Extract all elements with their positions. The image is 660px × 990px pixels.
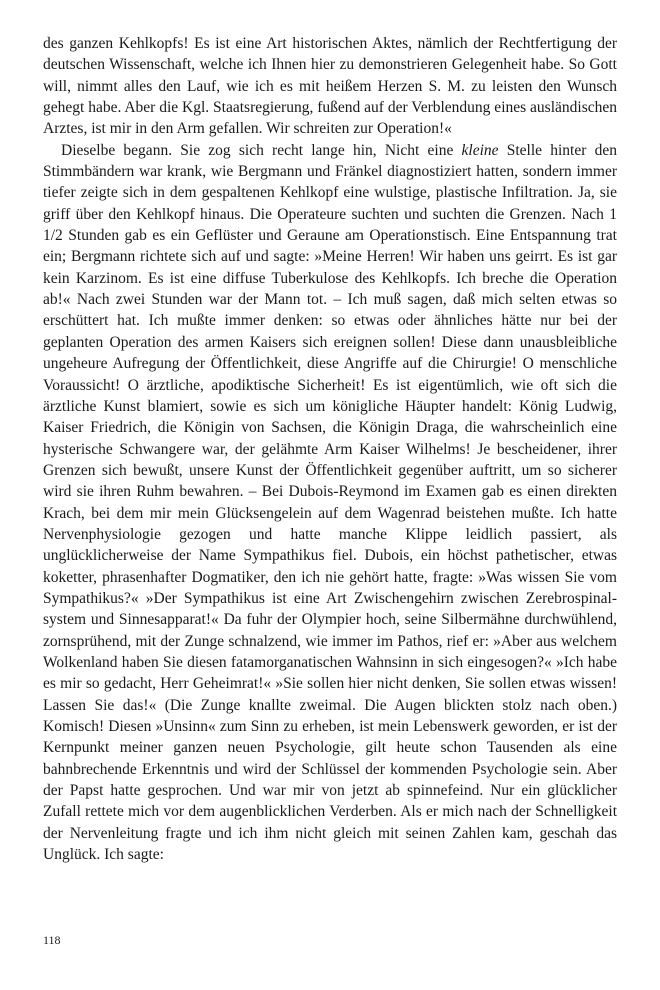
text-segment: des ganzen Kehlkopfs! Es ist eine Art historischen Aktes, nämlich der Rechtfertigung der deutschen Wissenschaft, welche ich Ihnen hier zu demonstrieren Gelegenheit habe. So Gott will, nimmt alles den Lauf, wie ich es mit heißem Herzen S. M. zu leisten den Wunsch gehegt habe. Aber die Kgl. Staatsregierung, fußend auf der Verblendung eines ausländischen Arztes, ist mir in den Arm gefallen. Wir schreiten zur Operation!« <box>43 35 617 138</box>
text-segment: Stelle hinter den Stimmbändern war krank, wie Bergmann und Fränkel diagnostiziert hatten, sondern immer tiefer zeigte sich in dem gespaltenen Kehlkopf eine wulstige, plastische Infiltration. Ja, sie griff über den Kehlkopf hinaus. Die Operateure suchten und suchten die Grenzen. Nach 1 1/2 Stunden gab es ein Geflüster und Geraune am Operationstisch. Eine Entspannung trat ein; Bergmann richtete sich auf und sagte: »Meine Herren! Wir haben uns geirrt. Es ist gar kein Karzinom. Es ist eine diffuse Tuberkulose des Kehlkopfs. Ich breche die Operation ab!« Nach zwei Stunden war der Mann tot. – Ich muß sagen, daß mich selten etwas so erschüttert hat. Ich mußte immer denken: so etwas oder ähnliches hätte nur bei der geplanten Operation des armen Kaisers sich ereignen sollen! Diese dann unausbleibliche ungeheure Aufregung der Öffentlichkeit, diese Angriffe auf die Chirurgie! O menschliche Voraussicht! O ärztliche, apodiktische Sicherheit! Es ist eigentümlich, wie oft sich die ärztliche Kunst blamiert, sowie es sich um königliche Häupter handelt: König Ludwig, Kaiser Friedrich, die Königin von Sachsen, die Königin Draga, die wahrscheinlich eine hysterische Schwangere war, der gelähmte Arm Kaiser Wilhelms! Je bescheidener, ihrer Grenzen sich bewußt, unsere Kunst der Öffentlichkeit gegenüber auftritt, um so sicherer wird sie ihren Ruhm bewahren. – Bei Dubois-Reymond im Examen gab es einen direkten Krach, bei dem mir mein Glücksengelein auf dem Wagenrad beistehen mußte. Ich hatte Nervenphysiologie gezogen und hatte manche Klippe leidlich passiert, als unglücklicherweise der Name Sympathikus fiel. Dubois, ein höchst pathetischer, etwas koketter, phrasenhafter Dogmatiker, den ich nie gehört hatte, fragte: »Was wissen Sie vom Sympathikus?« »Der Sympathikus ist eine Art Zwischengehirn zwischen Zerebrospinalsystem und Sinnesapparat!« Da fuhr der Olympier hoch, seine Silbermähne durchwühlend, zornsprühend, mit der Zunge schnalzend, wie immer im Pathos, rief er: »Aber aus welchem Wolkenland haben Sie diesen fatamorganatischen Wahnsinn in sich eingesogen?« »Ich habe es mir so gedacht, Herr Geheimrat!« »Sie sollen hier nicht denken, Sie sollen etwas wissen! Lassen Sie das!« (Die Zunge knallte zweimal. Die Augen blickten stolz nach oben.) Komisch! Diesen »Unsinn« zum Sinn zu erheben, ist mein Lebenswerk geworden, er ist der Kernpunkt meiner ganzen neuen Psychologie, gilt heute schon Tausenden als eine bahnbrechende Erkenntnis und wird der Schlüssel der kommenden Psychologie sein. Aber der Papst hatte gesprochen. Und war mir von jetzt ab spinnefeind. Nur ein glücklicher Zufall rettete mich vor dem augenblicklichen Verderben. Als er mich nach der Schnelligkeit der Nervenleitung fragte und ich ihm nicht gleich mit seinen Zahlen kam, geschah das Unglück. Ich sagte: <box>43 141 617 864</box>
paragraph-continuation <box>43 33 617 140</box>
body-text <box>43 33 617 865</box>
italic-emphasis: kleine <box>461 141 499 159</box>
text-segment: Dieselbe begann. Sie zog sich recht lange hin, Nicht eine <box>61 141 462 159</box>
paragraph-operation <box>43 140 617 866</box>
page-number: 118 <box>43 933 61 947</box>
